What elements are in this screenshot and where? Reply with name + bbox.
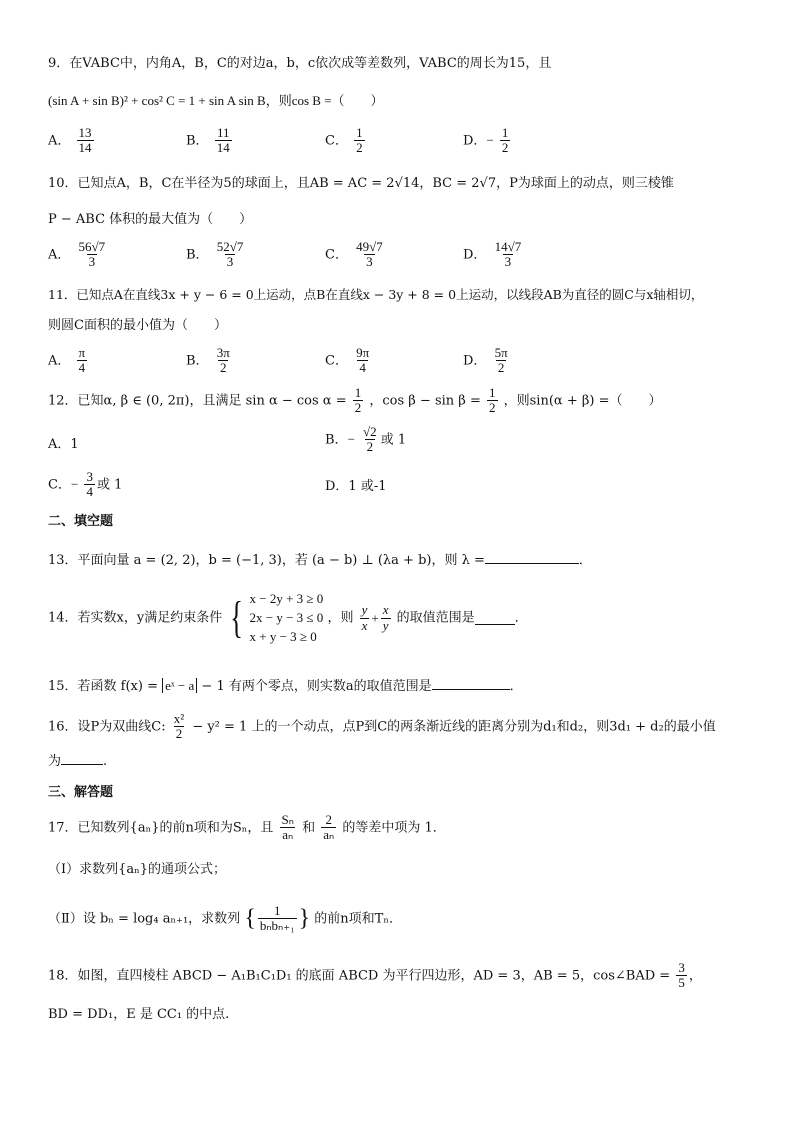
- q9-option-a[interactable]: A． $\frac{13}{14}$: [48, 125, 92, 156]
- q16-answer-blank[interactable]: [61, 752, 103, 765]
- q14-answer-blank[interactable]: [475, 612, 515, 625]
- q9-stem-line1: 9．在VABC中，内角A，B，C的对边a，b，c依次成等差数列，VABC的周长为15，且: [48, 56, 552, 71]
- q9-option-b-fraction: $\frac{11}{14}$: [216, 125, 230, 156]
- q12-option-d[interactable]: D．1 或-1: [325, 479, 387, 494]
- q14-stem: 14．若实数x，y满足约束条件 { x − 2y + 3 ≥ 0 2x − y − 3 ≤ 0 x + y − 3 ≥ 0 ，则 $\frac{y}{x}$ + $\frac{x}{y}$ 的取值范围是 ．: [48, 590, 528, 647]
- q11-option-c[interactable]: C． $\frac{9\pi}{4}$: [325, 345, 370, 376]
- q13-answer-blank[interactable]: [485, 551, 579, 564]
- q10-option-c[interactable]: C． $\frac{49√7}{3}$: [325, 239, 383, 270]
- q18-stem-line1: 18．如图，直四棱柱 ABCD − A₁B₁C₁D₁ 的底面 ABCD 为平行四边形，AD = 3，AB = 5，cos∠BAD = $\frac{3}{5}$ ，: [48, 960, 702, 991]
- q11-stem-line2: 则圆C面积的最小值为（ ）: [48, 318, 227, 333]
- q10-option-a[interactable]: A． $\frac{56√7}{3}$: [48, 239, 106, 270]
- q11-stem-line1: 11．已知点A在直线3x + y − 6 = 0上运动，点B在直线x − 3y + 8 = 0上运动，以线段AB为直径的圆C与x轴相切，: [48, 287, 704, 302]
- q15-answer-blank[interactable]: [432, 677, 510, 690]
- q10-option-b[interactable]: B． $\frac{52√7}{3}$: [186, 239, 244, 270]
- q9-option-d-fraction: $\frac{1}{2}$: [501, 125, 509, 156]
- q12-option-a[interactable]: A．1: [48, 437, 79, 452]
- q9-option-c[interactable]: C． $\frac{1}{2}$: [325, 125, 363, 156]
- q11-option-b[interactable]: B． $\frac{3\pi}{2}$: [186, 345, 230, 376]
- q9-option-d[interactable]: D．− $\frac{1}{2}$: [463, 125, 509, 156]
- q14-constraint-system: { x − 2y + 3 ≥ 0 2x − y − 3 ≤ 0 x + y − 3 ≥ 0: [230, 591, 324, 644]
- q17-part2: （Ⅱ）设 bₙ = log₄ aₙ₊₁，求数列 { $\frac{1}{\text{bₙbₙ₊₁}}$ } 的前n项和Tₙ．: [48, 903, 402, 934]
- q10-stem-line2: P − ABC 体积的最大值为（ ）: [48, 212, 253, 227]
- q10-stem-line1: 10．已知点A，B，C在半径为5的球面上，且AB = AC = 2√14，BC = 2√7，P为球面上的动点，则三棱锥: [48, 176, 674, 191]
- q11-option-d[interactable]: D． $\frac{5\pi}{2}$: [463, 345, 508, 376]
- q9-stem-line2: (sin A + sin B)² + cos² C = 1 + sin A sin B，则cos B =（ ）: [48, 93, 384, 108]
- q9-option-a-fraction: $\frac{13}{14}$: [78, 125, 92, 156]
- section-solution-heading: 三、解答题: [48, 785, 114, 800]
- q12-option-b[interactable]: B．− $\frac{√2}{2}$ 或 1: [325, 424, 407, 455]
- q11-option-a[interactable]: A． $\frac{\pi}{4}$: [48, 345, 86, 376]
- q17-stem: 17．已知数列{aₙ}的前n项和为Sₙ，且 $\frac{\text{Sₙ}}{\text{aₙ}}$ 和 $\frac{2}{\text{aₙ}}$ 的等差中项为 1．: [48, 812, 446, 843]
- q15-stem: 15．若函数 f(x) = eˣ − a − 1 有两个零点，则实数a的取值范围是 ．: [48, 678, 523, 694]
- q16-stem-line1: 16．设P为双曲线C: $\frac{\text{x²}}{2}$ − y² = 1 上的一个动点，点P到C的两条渐近线的距离分别为d₁和d₂，则3d₁ + d₂的最小值: [48, 711, 716, 742]
- q16-stem-line2: 为 .: [48, 754, 108, 769]
- q18-stem-line2: BD = DD₁，E 是 CC₁ 的中点.: [48, 1007, 230, 1022]
- q12-stem: 12．已知α, β ∈ (0, 2π)，且满足 sin α − cos α = $\frac{1}{2}$ ，cos β − sin β = $\frac{1}{2}$ ，则sin(α + β) =（ ）: [48, 385, 662, 416]
- q10-option-d[interactable]: D． $\frac{14√7}{3}$: [463, 239, 522, 270]
- q9-option-c-fraction: $\frac{1}{2}$: [356, 125, 363, 156]
- section-fill-in-heading: 二、填空题: [48, 514, 114, 529]
- q13-stem: 13．平面向量 a = (2, 2)，b = (−1, 3)，若 (a − b) ⊥ (λa + b)，则 λ = ．: [48, 553, 592, 568]
- q9-option-b[interactable]: B． $\frac{11}{14}$: [186, 125, 230, 156]
- q17-part1: （Ⅰ）求数列{aₙ}的通项公式；: [48, 862, 227, 877]
- q12-option-c[interactable]: C．− $\frac{3}{4}$ 或 1: [48, 469, 123, 500]
